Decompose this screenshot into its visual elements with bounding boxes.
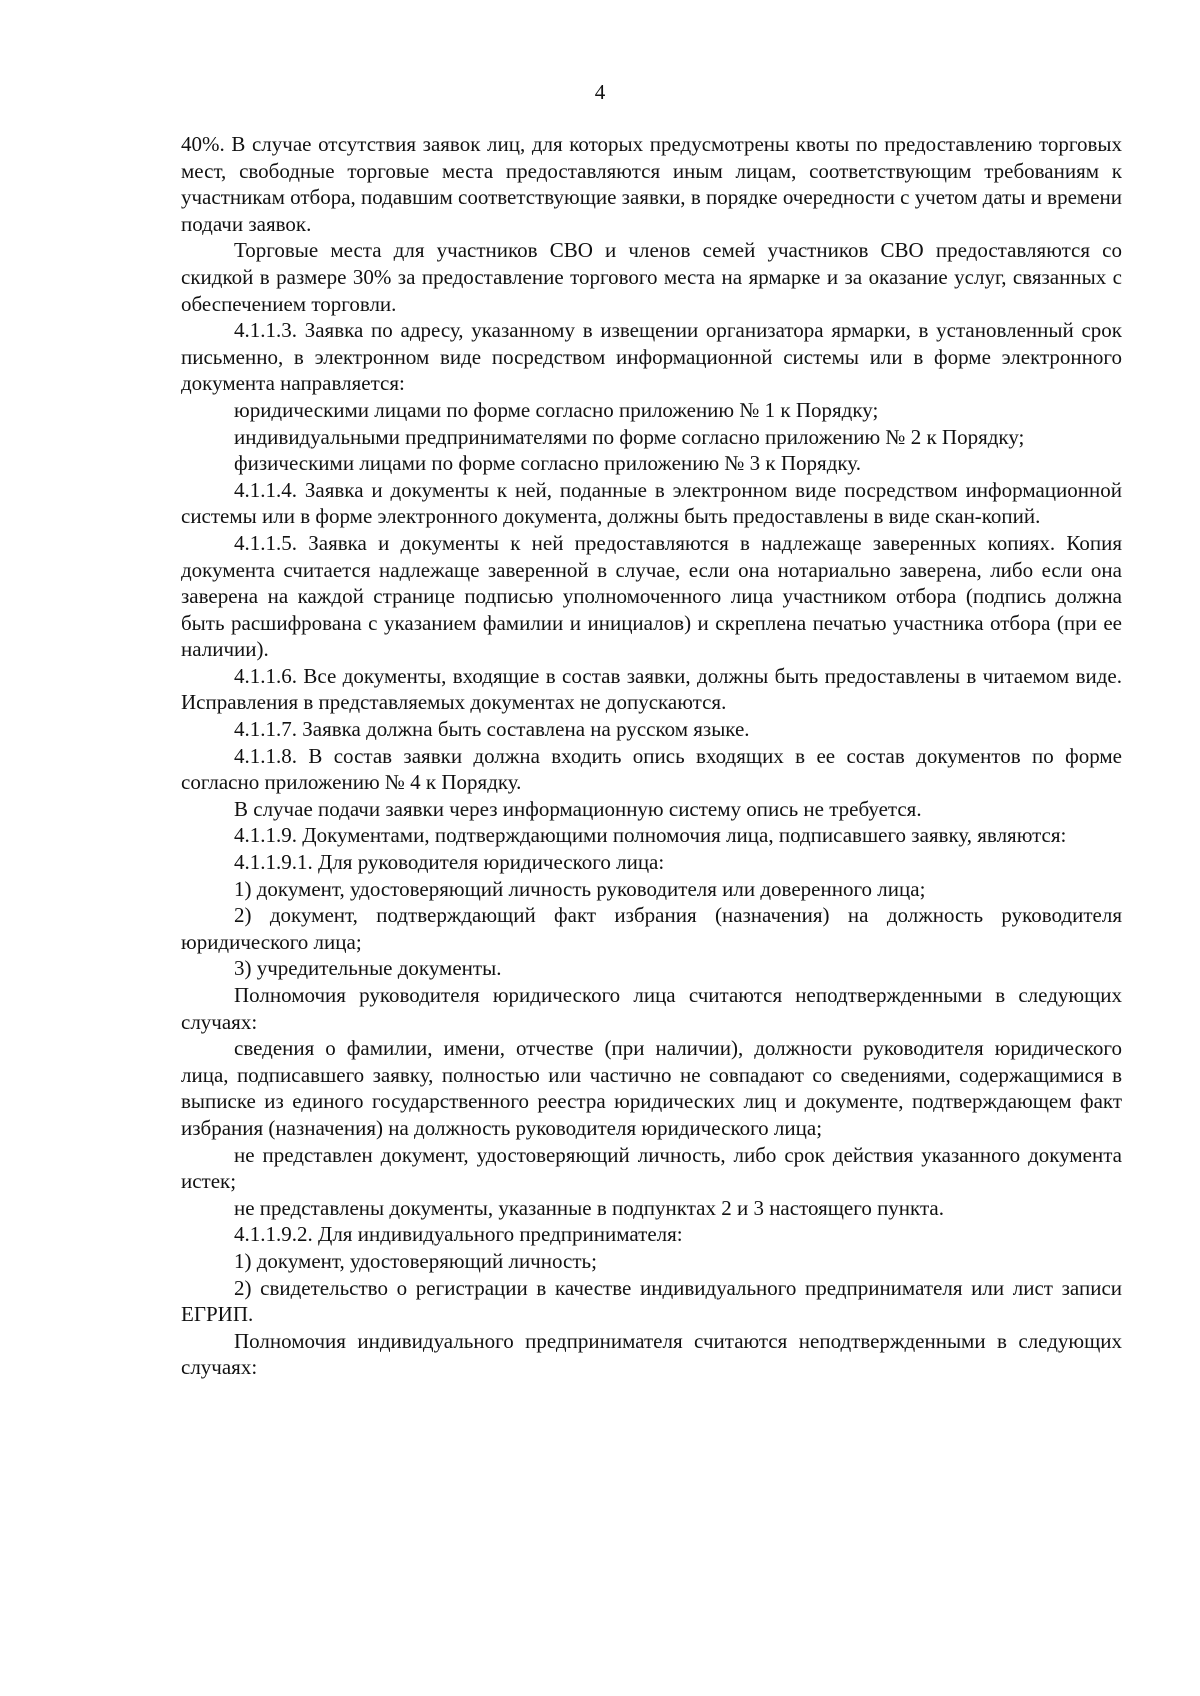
paragraph-individual-entrepreneurs: индивидуальными предпринимателями по форме согласно приложению № 2 к Порядку;	[234, 424, 1025, 449]
list-item-3-founding-documents: 3) учредительные документы.	[234, 956, 502, 981]
paragraph-director-authority-unconfirmed: Полномочия руководителя юридического лица считаются неподтвержденными в следующих случаях:	[181, 983, 1122, 1034]
paragraph-4-1-1-6: 4.1.1.6. Все документы, входящие в состав заявки, должны быть предоставлены в читаемом виде. Исправления в представляемых документах не допускаются.	[181, 663, 1122, 715]
paragraph-4-1-1-8: 4.1.1.8. В состав заявки должна входить опись входящих в ее состав документов по форме согласно приложению № 4 к Порядку.	[181, 743, 1122, 795]
paragraph-4-1-1-7: 4.1.1.7. Заявка должна быть составлена на русском языке.	[234, 717, 750, 742]
paragraph-quota-continuation: 40%. В случае отсутствия заявок лиц, для которых предусмотрены квоты по предоставлению торговых мест, свободные торговые места предоставляются иным лицам, соответствующим требованиям к участникам отбора, подавшим соответствующие заявки, в порядке очередности с учетом даты и времени подачи заявок.	[181, 132, 1122, 236]
list-item-2-appointment-document: 2) документ, подтверждающий факт избрания (назначения) на должность руководителя юридического лица;	[181, 903, 1122, 954]
paragraph-legal-entities: юридическими лицами по форме согласно приложению № 1 к Порядку;	[234, 397, 879, 422]
document-body	[181, 131, 1122, 1381]
paragraph-data-mismatch: сведения о фамилии, имени, отчестве (при наличии), должности руководителя юридического лица, подписавшего заявку, полностью или частично не совпадают со сведениями, содержащимися в выписке из единого государственного реестра юридических лиц и документе, подтверждающем факт избрания (назначения) на должность руководителя юридического лица;	[181, 1036, 1122, 1140]
list-item-1-identity-document: 1) документ, удостоверяющий личность руководителя или доверенного лица;	[234, 876, 926, 901]
paragraph-4-1-1-4: 4.1.1.4. Заявка и документы к ней, поданные в электронном виде посредством информационной системы или в форме электронного документа, должны быть предоставлены в виде скан-копий.	[181, 477, 1122, 529]
paragraph-4-1-1-9: 4.1.1.9. Документами, подтверждающими полномочия лица, подписавшего заявку, являются:	[234, 823, 1067, 848]
paragraph-svo-discount: Торговые места для участников СВО и членов семей участников СВО предоставляются со скидкой в размере 30% за предоставление торгового места на ярмарке и за оказание услуг, связанных с обеспечением торговли.	[181, 238, 1122, 316]
list-item-1-identity: 1) документ, удостоверяющий личность;	[234, 1248, 597, 1273]
paragraph-4-1-1-5: 4.1.1.5. Заявка и документы к ней предоставляются в надлежаще заверенных копиях. Копия документа считается надлежаще заверенной в случае, если она нотариально заверена, либо если она заверена на каждой странице подписью уполномоченного лица участником отбора (подпись должна быть расшифрована с указанием фамилии и инициалов) и скреплена печатью участника отбора (при ее наличии).	[181, 530, 1122, 662]
paragraph-4-1-1-3: 4.1.1.3. Заявка по адресу, указанному в извещении организатора ярмарки, в установленный срок письменно, в электронном виде посредством информационной системы или в форме электронного документа направляется:	[181, 318, 1122, 396]
paragraph-4-1-1-9-2: 4.1.1.9.2. Для индивидуального предпринимателя:	[234, 1222, 683, 1247]
paragraph-documents-not-provided: не представлены документы, указанные в подпунктах 2 и 3 настоящего пункта.	[234, 1195, 944, 1220]
paragraph-entrepreneur-authority-unconfirmed: Полномочия индивидуального предпринимателя считаются неподтвержденными в следующих случаях:	[181, 1328, 1122, 1380]
paragraph-inventory-not-required: В случае подачи заявки через информационную систему опись не требуется.	[234, 796, 922, 821]
list-item-2-registration-certificate: 2) свидетельство о регистрации в качестве индивидуального предпринимателя или лист записи ЕГРИП.	[181, 1275, 1122, 1327]
paragraph-4-1-1-9-1: 4.1.1.9.1. Для руководителя юридического лица:	[234, 850, 665, 875]
paragraph-identity-not-provided: не представлен документ, удостоверяющий личность, либо срок действия указанного документа истек;	[181, 1142, 1122, 1194]
page-number: 4	[594, 80, 606, 104]
paragraph-individuals: физическими лицами по форме согласно приложению № 3 к Порядку.	[234, 451, 861, 476]
